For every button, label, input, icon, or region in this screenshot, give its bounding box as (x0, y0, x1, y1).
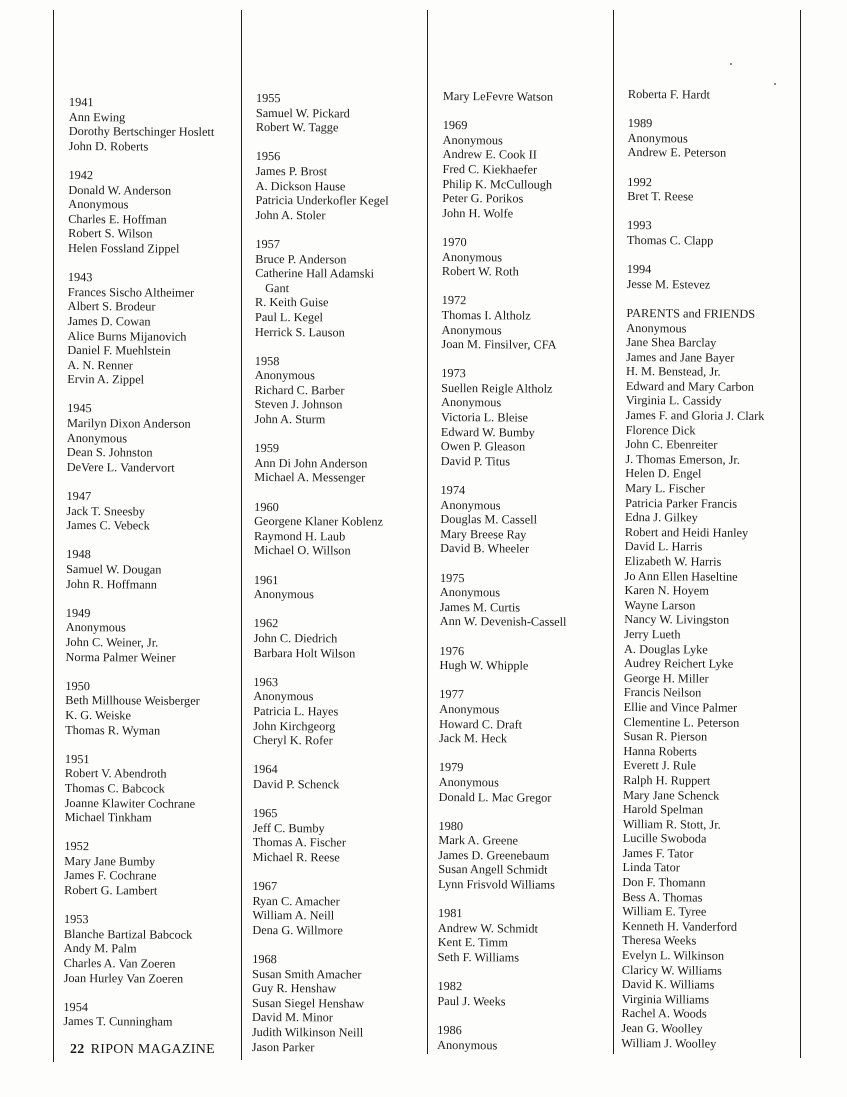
donor-name: Susan Smith Amacher (252, 966, 362, 982)
year-group (66, 547, 212, 592)
donor-name: Charles A. Van Zoeren (63, 956, 176, 971)
donor-name: Robert G. Lambert (64, 883, 158, 898)
donor-name: James and Jane Bayer (626, 349, 735, 365)
year-group (252, 879, 385, 938)
donor-name: John D. Roberts (68, 138, 149, 154)
donor-name: Michael Tinkham (64, 810, 152, 825)
donor-name: Ryan C. Amacher (252, 893, 340, 909)
donor-name: John H. Wolfe (442, 205, 514, 221)
donor-name: Thomas C. Babcock (64, 780, 165, 796)
donor-name: William E. Tyree (622, 904, 707, 919)
year-group (628, 87, 767, 103)
class-year-heading: 1967 (252, 879, 278, 894)
class-year-heading: 1968 (252, 952, 277, 967)
donor-name: Harold Spelman (622, 802, 704, 817)
donor-name: Patricia Underkofler Kegel (255, 193, 389, 208)
donor-name: Marilyn Dixon Anderson (66, 416, 191, 431)
class-year-heading: 1977 (439, 687, 464, 702)
donor-name: Herrick S. Lauson (254, 324, 345, 339)
class-year-heading: 1943 (67, 270, 93, 285)
donor-name: Anonymous (253, 587, 314, 602)
class-year-heading: 1981 (437, 906, 463, 921)
donor-name: Douglas M. Cassell (440, 512, 538, 527)
donor-name: Roberta F. Hardt (627, 87, 711, 102)
donor-name: Florence Dick (625, 422, 696, 438)
donor-name: Jason Parker (251, 1039, 315, 1054)
donor-name: Anonymous (438, 774, 499, 790)
class-year-heading: 1954 (63, 999, 89, 1014)
year-group (63, 1000, 209, 1030)
year-group (256, 91, 389, 135)
donor-column-1 (63, 95, 214, 1044)
year-group (442, 118, 569, 221)
donor-name: James D. Cowan (67, 313, 151, 329)
year-group (627, 116, 766, 161)
donor-name: Albert S. Brodeur (67, 299, 156, 314)
donor-name: K. G. Weiske (65, 707, 131, 723)
donor-name: Charles E. Hoffman (68, 211, 167, 227)
year-group (67, 401, 213, 475)
donor-name: Howard C. Draft (439, 716, 523, 732)
donor-name: Helen D. Engel (625, 466, 702, 481)
donor-name: Frances Sischo Altheimer (67, 284, 195, 300)
class-year-heading: 1979 (438, 760, 464, 775)
donor-name: Andrew E. Peterson (627, 145, 727, 161)
donor-name: Rachel A. Woods (621, 1006, 707, 1021)
class-year-heading: 1980 (438, 818, 464, 833)
class-year-heading: 1952 (64, 839, 90, 854)
year-group (440, 483, 567, 557)
donor-name: Mark A. Greene (438, 833, 519, 848)
donor-name: John C. Weiner, Jr. (65, 634, 159, 650)
donor-name: David M. Minor (251, 1010, 333, 1025)
donor-name: Dena G. Willmore (252, 922, 343, 938)
donor-name: Hanna Roberts (623, 743, 697, 759)
donor-name: Thomas R. Wyman (65, 722, 161, 738)
donor-name: Ervin A. Zippel (67, 372, 145, 387)
class-year-heading: 1951 (64, 751, 90, 766)
year-group (627, 262, 766, 292)
donor-name: Virginia Williams (621, 991, 710, 1007)
year-group (254, 573, 387, 603)
year-group (65, 752, 211, 826)
year-group (255, 237, 389, 340)
donor-name: Mary L. Fischer (625, 481, 705, 496)
donor-name: Anonymous (439, 701, 500, 717)
donor-name: DeVere L. Vandervort (66, 459, 175, 475)
donor-name: Mary Breese Ray (440, 526, 527, 542)
donor-name: Audrey Reichert Lyke (623, 656, 734, 671)
class-year-heading: 1947 (66, 489, 92, 504)
donor-name: David P. Titus (440, 453, 511, 469)
donor-name: Anonymous (440, 497, 501, 512)
donor-name: Steven J. Johnson (254, 397, 343, 412)
donor-name: A. N. Renner (67, 357, 133, 373)
donor-name: Suellen Reigle Altholz (441, 380, 553, 396)
year-group (255, 149, 388, 223)
year-group (441, 293, 568, 352)
class-year-heading: 1976 (439, 643, 465, 658)
donor-name: John A. Sturm (254, 412, 326, 427)
donor-name: A. Douglas Lyke (624, 641, 708, 657)
donor-name: Theresa Weeks (621, 933, 697, 948)
donor-name: Dean S. Johnston (66, 445, 153, 460)
donor-name: James M. Curtis (439, 599, 521, 615)
donor-name: Patricia Parker Francis (625, 495, 738, 511)
donor-name: Ann Ewing (68, 109, 126, 124)
donor-name: James T. Cunningham (63, 1014, 173, 1030)
donor-name: Joan M. Finsilver, CFA (441, 337, 557, 352)
year-group (253, 675, 386, 749)
donor-name: Lucille Swoboda (622, 831, 707, 846)
donor-name: Raymond H. Laub (254, 528, 346, 544)
donor-name: Michael O. Willson (253, 543, 351, 558)
donor-name: Anonymous (442, 132, 503, 148)
year-group (68, 168, 214, 256)
donor-name: Andrew E. Cook II (442, 147, 537, 162)
year-group (254, 500, 387, 559)
class-year-heading: 1986 (437, 1022, 462, 1038)
year-group (254, 441, 387, 485)
donor-name: Anonymous (68, 197, 129, 212)
donor-name: Andy M. Palm (63, 941, 137, 956)
donor-name: Bret T. Reese (627, 189, 694, 204)
donor-name: Ellie and Vince Palmer (623, 699, 738, 715)
donor-name: Judith Wilkinson Neill (251, 1024, 364, 1040)
donor-name: Jerry Lueth (624, 626, 681, 642)
donor-name: John R. Hoffmann (65, 576, 158, 592)
class-year-heading: 1993 (626, 218, 652, 233)
donor-name: Paul L. Kegel (254, 309, 324, 325)
donor-name: Evelyn L. Wilkinson (621, 948, 725, 963)
donor-name: Andrew W. Schmidt (437, 920, 539, 936)
donor-column-3 (437, 89, 570, 1068)
donor-column-2 (252, 91, 389, 1069)
print-speck (730, 63, 732, 65)
donor-name: Cheryl K. Rofer (253, 733, 333, 748)
year-group (439, 760, 566, 805)
donor-name: Robert V. Abendroth (64, 766, 167, 781)
class-year-heading: 1970 (442, 234, 467, 250)
donor-name: David L. Harris (624, 539, 703, 554)
donor-name: Michael A. Messenger (254, 470, 366, 485)
class-year-heading: 1964 (253, 762, 278, 777)
column-rule-1 (241, 10, 242, 1060)
class-year-heading: 1972 (441, 293, 467, 308)
donor-name: Mary Jane Schenck (623, 787, 720, 803)
donor-name: Lynn Frisvold Williams (438, 877, 555, 892)
donor-name: Jesse M. Estevez (626, 276, 711, 292)
year-group (438, 906, 565, 965)
donor-name: Kent E. Timm (437, 935, 508, 950)
donor-name: Joan Hurley Van Zoeren (63, 970, 184, 986)
donor-name: James F. Cochrane (64, 868, 157, 884)
year-group (627, 218, 766, 248)
donor-name: Gant (265, 280, 290, 295)
class-year-heading: 1965 (252, 806, 278, 821)
donor-name: Robert W. Tagge (255, 120, 339, 135)
donor-name: J. Thomas Emerson, Jr. (625, 451, 740, 467)
donor-name: Robert S. Wilson (68, 226, 153, 241)
donor-name: William A. Neill (252, 908, 335, 923)
donor-name: Georgene Klaner Koblenz (254, 514, 383, 529)
donor-name: James C. Vebeck (66, 518, 150, 533)
class-year-heading: 1953 (63, 912, 89, 927)
donor-name: Ann W. Devenish-Cassell (439, 614, 567, 630)
donor-name: Blanche Bartizal Babcock (63, 926, 193, 942)
column-rule-right (800, 10, 801, 1058)
donor-name: Susan Angell Schmidt (438, 862, 548, 878)
donor-name: Anonymous (441, 322, 502, 337)
donor-name: Mary LeFevre Watson (442, 89, 554, 104)
donor-name: Samuel W. Pickard (255, 105, 350, 121)
year-group (438, 819, 565, 893)
donor-name: Donald W. Anderson (68, 182, 172, 198)
class-year-heading: 1949 (65, 605, 91, 620)
donor-name: Helen Fossland Zippel (68, 240, 180, 256)
donor-name: David K. Williams (621, 977, 715, 992)
donor-name: James F. Tator (622, 845, 694, 861)
donor-name: Hugh W. Whipple (439, 658, 529, 673)
year-group (439, 687, 566, 746)
year-group (439, 644, 566, 674)
donor-name: Seth F. Williams (437, 950, 520, 965)
donor-name: Francis Neilson (623, 685, 702, 700)
donor-name: Anonymous (441, 395, 502, 410)
donor-name: Jeff C. Bumby (252, 820, 325, 835)
year-group (441, 366, 568, 469)
donor-name: Samuel W. Dougan (66, 561, 162, 577)
class-year-heading: 1950 (65, 678, 91, 693)
donor-name: Susan Siegel Henshaw (251, 995, 365, 1011)
year-group (66, 606, 212, 665)
donor-name: Edward and Mary Carbon (625, 378, 755, 394)
donor-name: Virginia L. Cassidy (625, 393, 722, 409)
class-year-heading: 1982 (437, 979, 463, 994)
donor-name: Claricy W. Williams (621, 962, 722, 978)
donor-name: Nancy W. Livingston (624, 612, 730, 628)
donor-name: Peter G. Porikos (442, 191, 524, 206)
donor-name: Thomas I. Altholz (441, 307, 531, 323)
donor-name: Edna J. Gilkey (624, 510, 698, 525)
donor-name: John C. Ebenreiter (625, 437, 718, 452)
column-rule-2 (427, 10, 428, 1054)
donor-name: James P. Brost (255, 163, 328, 179)
class-year-heading: 1961 (253, 572, 279, 587)
donor-name: Robert and Heidi Hanley (624, 524, 749, 540)
year-group (442, 235, 569, 280)
donor-name: Robert W. Roth (441, 264, 519, 279)
donor-name: Bess A. Thomas (622, 889, 703, 905)
donor-name: Victoria L. Bleise (440, 410, 529, 425)
column-rule-left (53, 10, 54, 1062)
donor-name: James F. and Gloria J. Clark (625, 408, 765, 424)
donor-name: Patricia L. Hayes (253, 703, 339, 719)
donor-name: Daniel F. Muehlstein (67, 343, 171, 358)
page-footer (70, 1042, 215, 1058)
donor-name: Anonymous (437, 1037, 498, 1052)
class-year-heading: 1957 (255, 236, 280, 252)
donor-name: Owen P. Gleason (440, 439, 526, 454)
donor-name: Fred C. Kiekhaefer (442, 161, 538, 177)
donor-name: Thomas C. Clapp (626, 232, 714, 248)
donor-name: John Kirchgeorg (253, 718, 336, 733)
donor-name: Michael R. Reese (252, 849, 340, 865)
class-year-heading: 1973 (441, 366, 466, 381)
donor-name: Catherine Hall Adamski (255, 266, 375, 281)
year-group (64, 912, 210, 986)
year-group (253, 762, 386, 792)
class-year-heading: 1994 (626, 262, 652, 277)
donor-name: John C. Diedrich (253, 630, 338, 646)
donor-name: Karen N. Hoyem (624, 583, 709, 598)
donor-name: H. M. Benstead, Jr. (625, 364, 721, 379)
donor-name: Jane Shea Barclay (626, 335, 717, 350)
donor-name: Jean G. Woolley (621, 1020, 703, 1036)
donor-name: Ralph H. Ruppert (623, 772, 711, 788)
donor-name: A. Dickson Hause (255, 178, 346, 193)
donor-name: Thomas A. Fischer (252, 835, 347, 850)
class-year-heading: 1969 (442, 118, 468, 133)
donor-name: Guy R. Henshaw (252, 981, 337, 996)
page-number: 22 (70, 1042, 85, 1057)
donor-name: Anonymous (626, 320, 687, 335)
donor-name: Anonymous (627, 130, 688, 146)
year-group (255, 354, 388, 428)
donor-name: Anonymous (253, 689, 314, 704)
year-group (437, 1023, 564, 1053)
year-group (437, 979, 564, 1009)
year-group (66, 489, 212, 534)
donor-name: Susan R. Pierson (623, 729, 708, 744)
donor-name: Bruce P. Anderson (255, 251, 347, 266)
class-year-heading: 1948 (66, 547, 91, 562)
donor-name: Everett J. Rule (623, 758, 697, 773)
magazine-name: RIPON MAGAZINE (90, 1042, 215, 1057)
donor-name: Joanne Klawiter Cochrane (64, 795, 196, 811)
donor-name: Anonymous (441, 249, 503, 264)
class-year-heading: 1945 (67, 401, 92, 416)
class-year-heading: 1975 (439, 570, 465, 585)
class-year-heading: 1960 (254, 499, 279, 514)
donor-name: James D. Greenebaum (438, 847, 550, 863)
class-year-heading: 1956 (255, 149, 281, 164)
donor-name: Alice Burns Mijanovich (67, 328, 187, 344)
donor-name: David B. Wheeler (440, 541, 530, 556)
donor-name: Anonymous (439, 585, 501, 600)
donor-name: William J. Woolley (621, 1035, 717, 1051)
donor-name: Ann Di John Anderson (254, 455, 368, 471)
year-group (67, 270, 213, 388)
donor-name: David P. Schenck (252, 776, 340, 792)
donor-name: Edward W. Bumby (440, 424, 535, 440)
year-group (627, 175, 766, 205)
donor-name: Wayne Larson (624, 597, 696, 613)
donor-name: Paul J. Weeks (437, 993, 506, 1009)
year-group (64, 839, 210, 898)
year-group (440, 571, 567, 630)
year-group (65, 679, 211, 738)
donor-name: Beth Millhouse Weisberger (65, 693, 200, 709)
donor-name: Anonymous (66, 430, 128, 446)
class-year-heading: 1963 (253, 674, 279, 689)
donor-name: Norma Palmer Weiner (65, 649, 176, 665)
print-speck (774, 83, 776, 85)
class-year-heading: 1959 (254, 441, 280, 456)
donor-name: Donald L. Mac Gregor (438, 789, 552, 805)
donor-name: Anonymous (65, 620, 126, 635)
class-year-heading: 1941 (68, 95, 94, 110)
donor-name: William R. Stott, Jr. (622, 816, 721, 832)
donor-name: Philip K. McCullough (442, 176, 553, 192)
class-year-heading: 1974 (440, 483, 466, 498)
class-year-heading: 1955 (255, 91, 281, 106)
donor-name: Linda Tator (622, 860, 680, 875)
year-group (254, 616, 387, 660)
donor-name: Jack T. Sneesby (66, 503, 145, 519)
year-group (252, 952, 386, 1055)
donor-name: Barbara Holt Wilson (253, 645, 356, 661)
class-year-heading: 1989 (627, 116, 653, 131)
donor-name: Dorothy Bertschinger Hoslett (68, 124, 215, 140)
donor-name: Clementine L. Peterson (623, 714, 740, 730)
donor-name: Anonymous (254, 368, 315, 383)
donor-name: Don F. Thomann (622, 875, 706, 890)
class-year-heading: 1958 (254, 353, 280, 368)
year-group (443, 89, 570, 104)
donor-name: Jo Ann Ellen Haseltine (624, 568, 738, 584)
donor-name: Kenneth H. Vanderford (622, 918, 738, 934)
donor-name: Elizabeth W. Harris (624, 553, 722, 569)
class-year-heading: PARENTS and FRIENDS (626, 305, 756, 321)
donor-name: Jack M. Heck (438, 731, 508, 746)
year-group (69, 95, 215, 154)
class-year-heading: 1962 (253, 616, 279, 631)
class-year-heading: 1942 (68, 167, 94, 183)
donor-name: R. Keith Guise (255, 295, 329, 310)
year-group (621, 306, 765, 1051)
class-year-heading: 1992 (627, 174, 652, 189)
column-rule-3 (613, 10, 614, 1054)
donor-name: George H. Miller (623, 670, 709, 686)
donor-column-4 (621, 87, 767, 1066)
donor-name: Mary Jane Bumby (64, 853, 156, 869)
year-group (253, 806, 386, 865)
donor-name: John A. Stoler (255, 207, 326, 223)
donor-name: Richard C. Barber (254, 382, 345, 398)
